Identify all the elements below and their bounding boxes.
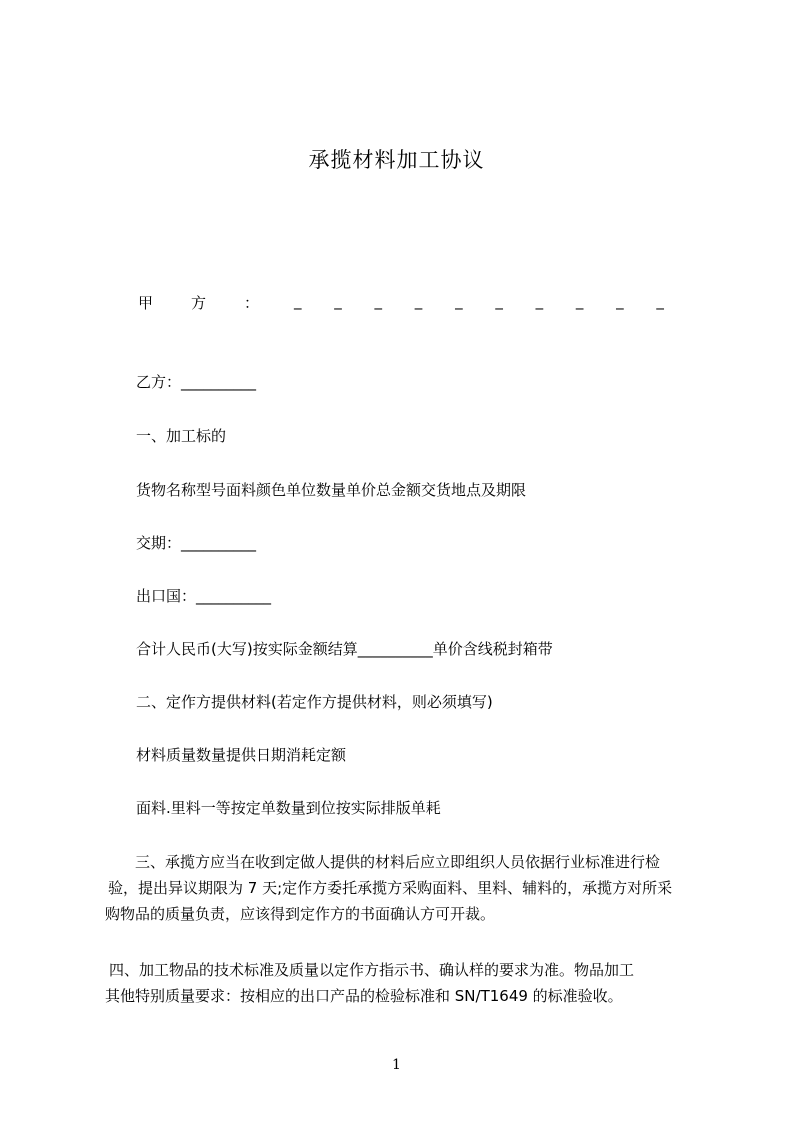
total-rmb-line: 合计人民币(大写)按实际金额结算__________单价含线税封箱带	[136, 640, 553, 658]
section-3-line-3: 购物品的质量负责，应该得到定作方的书面确认方可开裁。	[105, 905, 496, 923]
section-3-line-2: 验，提出异议期限为 7 天;定作方委托承揽方采购面料、里料、辅料的，承揽方对所采	[108, 879, 673, 897]
section-4-paragraph	[105, 957, 700, 1009]
party-a-colon: ：	[244, 294, 260, 312]
goods-header: 货物名称型号面料颜色单位数量单价总金额交货地点及期限	[136, 481, 527, 499]
page-number: 1	[392, 1057, 401, 1073]
party-b-line: 乙方：__________	[136, 373, 257, 391]
party-a-blank: _ _ _ _ _ _ _ _ _ _	[294, 292, 664, 310]
section-1-heading: 一、加工标的	[136, 427, 227, 445]
party-a-label-char-1: 甲	[138, 294, 154, 312]
section-4-line-2: 其他特别质量要求：按相应的出口产品的检验标准和 SN/T1649 的标准验收。	[105, 987, 623, 1005]
section-2-heading: 二、定作方提供材料(若定作方提供材料，则必须填写)	[136, 693, 493, 711]
party-a-line	[138, 292, 700, 316]
section-4-line-1: 四、加工物品的技术标准及质量以定作方指示书、确认样的要求为准。物品加工	[109, 961, 635, 979]
delivery-period-line: 交期：__________	[136, 534, 257, 552]
fabric-line: 面料.里料一等按定单数量到位按实际排版单耗	[136, 799, 441, 817]
section-3-paragraph	[105, 849, 700, 927]
export-country-line: 出口国：__________	[136, 587, 272, 605]
materials-header: 材料质量数量提供日期消耗定额	[136, 746, 347, 764]
party-a-label-char-2: 方	[191, 294, 207, 312]
section-3-line-1: 三、承揽方应当在收到定做人提供的材料后应立即组织人员依据行业标准进行检	[135, 853, 661, 871]
document-title: 承揽材料加工协议	[308, 148, 485, 172]
